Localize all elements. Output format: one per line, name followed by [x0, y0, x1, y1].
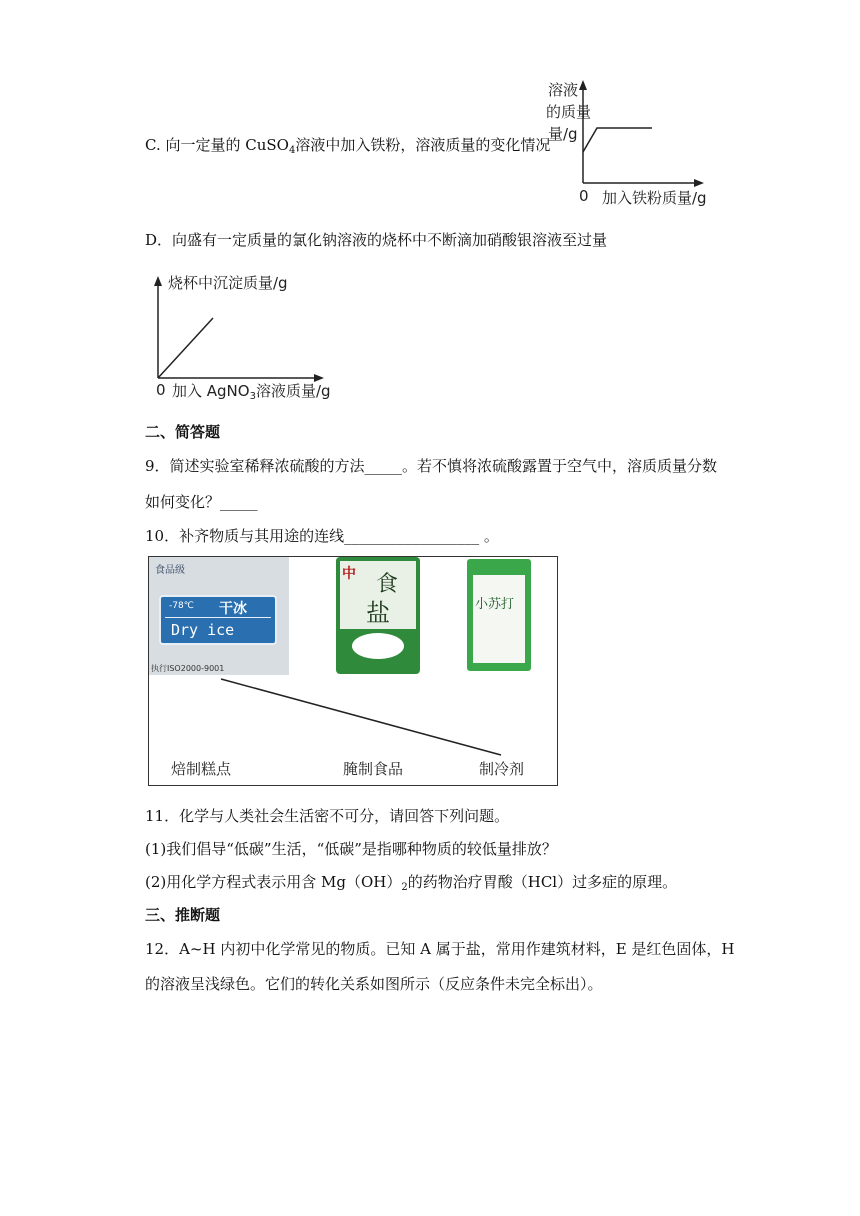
q10-connect-line	[149, 557, 559, 787]
dry-ice-footer: 执行ISO2000-9001	[151, 664, 225, 673]
graph-c-y-label-2: 的质量	[546, 103, 592, 121]
graph-d-x-label	[172, 381, 331, 407]
use-label-baking: 焙制糕点	[171, 760, 232, 778]
use-label-pickling: 腌制食品	[343, 760, 404, 778]
soda-label: 小苏打	[475, 597, 515, 612]
q11-intro: 11．化学与人类社会生活密不可分，请回答下列问题。	[145, 807, 510, 825]
dry-ice-temp: -78℃	[169, 601, 194, 611]
q11-part-2-before: (2)用化学方程式表示用含 Mg（OH）	[145, 873, 402, 891]
q11-part-2	[145, 872, 677, 898]
q10-text: 10．补齐物质与其用途的连线__________________ 。	[145, 527, 499, 545]
graph-d-x-label-sub: 3	[249, 391, 256, 402]
graph-c-origin: 0	[579, 187, 589, 205]
q11-part-2-sub: 2	[401, 882, 408, 893]
graph-d-x-label-before: 加入 AgNO	[172, 382, 250, 400]
q10-figure	[148, 556, 558, 786]
dry-ice-cn: 干冰	[219, 601, 247, 617]
salt-big-char-1: 食	[376, 572, 399, 597]
question-d-text: D．向盛有一定质量的氯化钠溶液的烧杯中不断滴加硝酸银溶液至过量	[145, 231, 608, 249]
graph-c-y-label-3: 量/g	[548, 125, 578, 143]
q11-part-1: (1)我们倡导“低碳”生活，“低碳”是指哪种物质的较低量排放？	[145, 840, 557, 858]
section-2-title: 二、简答题	[145, 423, 221, 441]
q12-line-2: 的溶液呈浅绿色。它们的转化关系如图所示（反应条件未完全标出）。	[145, 975, 603, 993]
graph-d-origin: 0	[156, 381, 166, 399]
graph-c-x-label: 加入铁粉质量/g	[602, 189, 707, 207]
use-label-refrigerant: 制冷剂	[479, 760, 525, 778]
q12-line-1: 12．A~H 内初中化学常见的物质。已知 A 属于盐，常用作建筑材料，E 是红色固体，H	[145, 940, 735, 958]
q9-line-1: 9．简述实验室稀释浓硫酸的方法_____。若不慎将浓硫酸露置于空气中，溶质质量分数	[145, 457, 718, 475]
graph-d-y-label: 烧杯中沉淀质量/g	[168, 274, 288, 292]
graph-d-axes	[0, 0, 860, 420]
graph-d-x-label-after: 溶液质量/g	[255, 382, 331, 400]
dry-ice-brand: 食品级	[155, 565, 185, 576]
graph-c-y-label-1: 溶液	[548, 81, 579, 99]
salt-big-char-2: 盐	[366, 599, 390, 627]
dry-ice-en: Dry ice	[171, 621, 235, 639]
section-3-title: 三、推断题	[145, 906, 221, 924]
q11-part-2-after: 的药物治疗胃酸（HCl）过多症的原理。	[407, 873, 678, 891]
salt-brand: 中	[342, 566, 356, 582]
q9-line-2: 如何变化？_____	[145, 493, 258, 511]
question-c-subscript: 4	[288, 145, 296, 156]
question-c-text-before: C. 向一定量的 CuSO	[145, 136, 289, 154]
question-c-text-after: 溶液中加入铁粉，溶液质量的变化情况	[295, 136, 551, 154]
